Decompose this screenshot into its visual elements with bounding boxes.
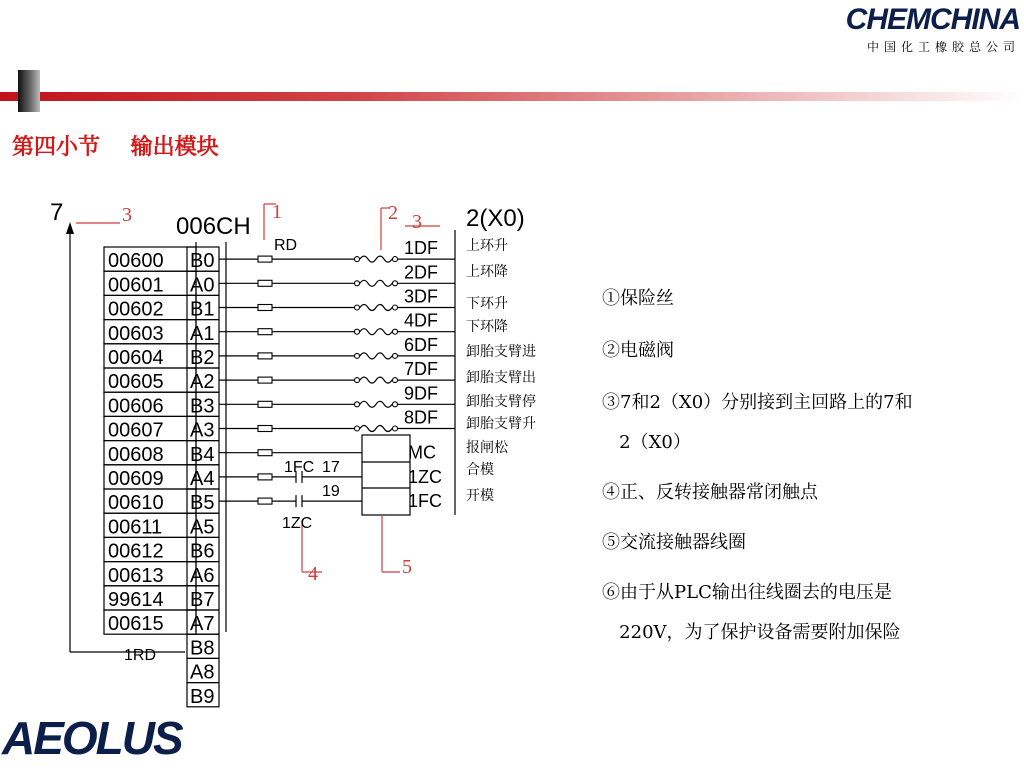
fuse-symbol [258, 498, 272, 504]
terminal-label: A1 [190, 322, 215, 345]
fuse-symbol [258, 450, 272, 456]
solenoid-valve-symbol [360, 280, 392, 286]
address-label: 00615 [108, 613, 164, 636]
header-accent-block [18, 70, 40, 112]
function-label: 下环升 [466, 296, 508, 312]
coil-label: 1ZC [408, 466, 443, 487]
terminal-label: B2 [190, 347, 215, 369]
function-label: 开模 [466, 488, 494, 504]
coil-label: 1FC [408, 491, 443, 512]
address-label: 00612 [108, 540, 164, 563]
aeolus-logo-text: AEOLUS [2, 712, 182, 764]
note-main-circuit-cont: 2（X0） [602, 432, 691, 453]
terminal-label: A7 [190, 613, 215, 636]
function-label: 下环降 [466, 319, 508, 335]
function-label: 合模 [466, 462, 494, 478]
valve-label: 3DF [404, 286, 439, 307]
note-solenoid-valve: ②电磁阀 [602, 340, 674, 361]
callout-3-right: 3 [412, 211, 422, 233]
solenoid-valve-symbol [360, 256, 392, 262]
solenoid-valve-symbol [360, 353, 392, 359]
address-label: 99614 [108, 589, 164, 611]
terminal-label: A5 [190, 516, 215, 539]
fuse-symbol [258, 256, 272, 262]
note-plc-voltage-cont: 220V，为了保护设备需要附加保险 [602, 622, 901, 643]
terminal-label: B4 [190, 443, 215, 466]
callout-3-left: 3 [122, 204, 132, 226]
fuse-symbol [258, 426, 272, 432]
terminal-label: B6 [190, 540, 215, 563]
solenoid-valve-symbol [360, 401, 392, 407]
terminal-label: B8 [190, 637, 215, 660]
contact-label-1fc: 1FC [284, 459, 315, 476]
valve-label: 4DF [404, 310, 439, 331]
fuse-symbol [258, 353, 272, 359]
contact-label-1zc: 1ZC [282, 515, 313, 532]
chemchina-logo-text: CHEMCHINA [845, 3, 1020, 36]
terminal-label: B7 [190, 589, 215, 611]
address-label: 00613 [108, 564, 164, 587]
note-plc-voltage: ⑥由于从PLC输出往线圈去的电压是 [602, 582, 892, 603]
address-label: 00606 [108, 395, 164, 418]
chemchina-logo-subtitle: 中国化工橡胶总公司 [866, 40, 1020, 54]
solenoid-valve-symbol [360, 329, 392, 335]
note-main-circuit: ③7和2（X0）分别接到主回路上的7和 [602, 392, 913, 413]
address-label: 00608 [108, 443, 164, 466]
terminal-label: B5 [190, 492, 215, 515]
function-label: 卸胎支臂进 [466, 344, 536, 360]
terminal-label: A2 [190, 371, 215, 394]
address-label: 00601 [108, 274, 164, 297]
terminal-label: A3 [190, 419, 215, 442]
note-interlock-contacts: ④正、反转接触器常闭触点 [602, 482, 818, 503]
address-label: 00600 [108, 250, 164, 273]
fuse-symbol [258, 280, 272, 286]
fuse-symbol [258, 377, 272, 383]
callout-5: 5 [402, 556, 412, 578]
terminal-label: B1 [190, 298, 215, 321]
valve-label: 6DF [404, 334, 439, 355]
solenoid-valve-symbol [360, 377, 392, 383]
chemchina-logo [798, 4, 1020, 56]
coil-label: MC [408, 442, 436, 463]
solenoid-valve-symbol [360, 305, 392, 311]
fuse-symbol [258, 305, 272, 311]
terminal-label: B9 [190, 685, 215, 708]
terminal-label: B3 [190, 395, 215, 418]
terminal-label: A6 [190, 564, 215, 587]
fuse-label: RD [274, 237, 298, 254]
left-line-label: 7 [50, 199, 64, 226]
address-label: 00604 [108, 347, 164, 369]
function-label: 报闸松 [466, 440, 508, 456]
aeolus-logo [2, 710, 242, 766]
bottom-fuse-label: 1RD [124, 647, 157, 664]
function-label: 卸胎支臂停 [466, 394, 536, 410]
callout-4: 4 [308, 563, 318, 585]
function-label: 上环降 [466, 264, 508, 280]
contact-num-19: 19 [322, 483, 340, 500]
header-divider-bar [0, 92, 1024, 101]
address-label: 00605 [108, 371, 164, 394]
fuse-symbol [258, 474, 272, 480]
address-label: 00603 [108, 322, 164, 345]
module-label: 006CH [176, 213, 251, 240]
output-module-wiring-diagram [0, 190, 600, 710]
fuse-symbol [258, 329, 272, 335]
valve-label: 2DF [404, 262, 439, 283]
contact-num-17: 17 [322, 459, 340, 476]
note-fuse: ①保险丝 [602, 288, 674, 309]
terminal-label: B0 [190, 250, 215, 273]
section-title: 第四小节 输出模块 [12, 135, 219, 160]
note-contactor-coil: ⑤交流接触器线圈 [602, 532, 746, 553]
address-label: 00610 [108, 492, 164, 515]
valve-label: 8DF [404, 407, 439, 428]
terminal-label: A4 [190, 468, 215, 490]
valve-label: 7DF [404, 359, 439, 380]
solenoid-valve-symbol [360, 426, 392, 432]
terminal-label: A0 [190, 274, 215, 297]
callout-1: 1 [272, 201, 282, 223]
address-label: 00611 [108, 516, 163, 539]
address-label: 00602 [108, 298, 164, 321]
function-label: 卸胎支臂升 [466, 416, 536, 432]
function-label: 卸胎支臂出 [466, 370, 536, 386]
right-line-label: 2(X0) [466, 205, 525, 232]
address-label: 00609 [108, 468, 164, 490]
function-label: 上环升 [466, 238, 508, 254]
fuse-symbol [258, 401, 272, 407]
terminal-label: A8 [190, 661, 215, 684]
address-label: 00607 [108, 419, 164, 442]
callout-2: 2 [388, 202, 398, 224]
valve-label: 9DF [404, 383, 439, 404]
valve-label: 1DF [404, 238, 439, 259]
